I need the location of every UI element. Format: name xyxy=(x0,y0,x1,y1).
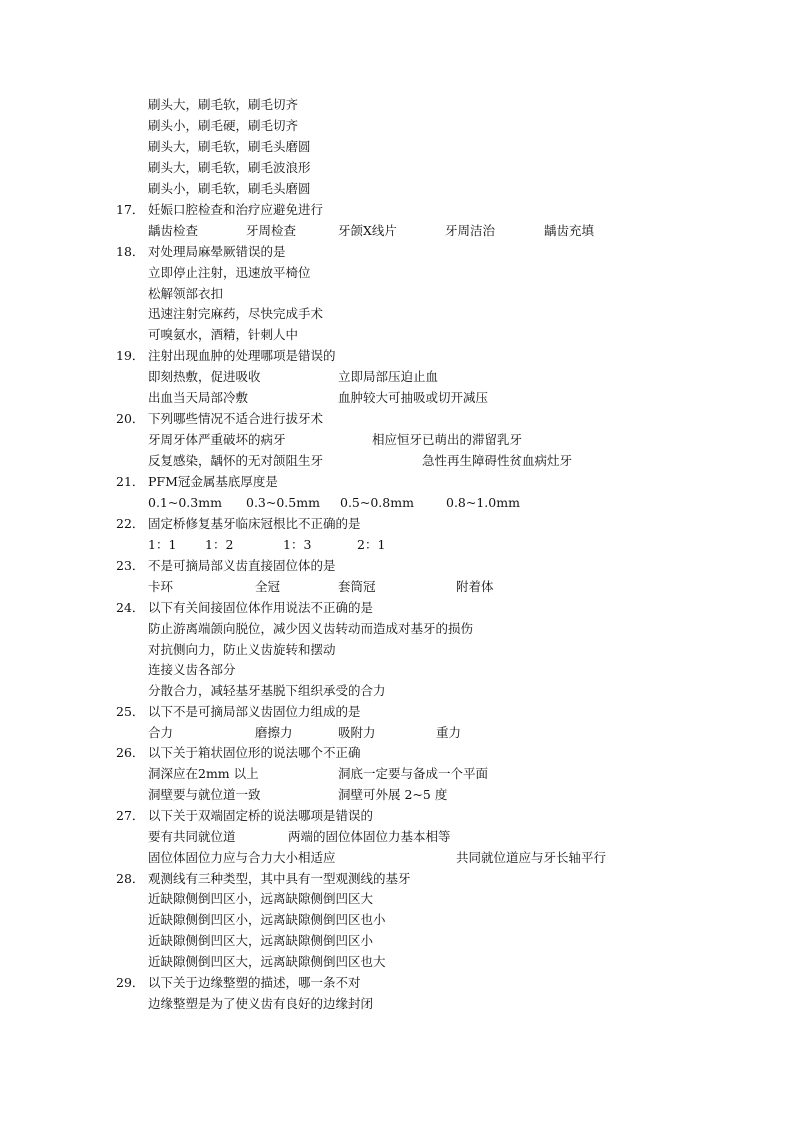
question-text: 对处理局麻晕厥错误的是 xyxy=(148,244,286,259)
question-19 xyxy=(116,346,336,366)
q25-option-4: 重力 xyxy=(436,725,462,740)
q22-option-4: 2：1 xyxy=(357,537,386,552)
question-18 xyxy=(116,242,286,262)
question-number: 24． xyxy=(116,600,145,615)
q24-option-2: 对抗侧向力，防止义齿旋转和摆动 xyxy=(148,642,336,657)
q27-option-3: 固位体固位力应与合力大小相适应 xyxy=(148,850,336,865)
question-17 xyxy=(116,200,323,220)
q22-option-2: 1：2 xyxy=(205,537,234,552)
question-number: 18． xyxy=(116,244,145,259)
q27-option-4: 共同就位道应与牙长轴平行 xyxy=(456,850,607,865)
q28-option-1: 近缺隙侧倒凹区小，远离缺隙侧倒凹区大 xyxy=(148,891,374,906)
q21-option-3: 0.5~0.8mm xyxy=(340,495,414,510)
question-number: 17． xyxy=(116,202,145,217)
q16-option-5: 刷头小，刷毛软，刷毛头磨圆 xyxy=(148,181,311,196)
q28-option-4: 近缺隙侧倒凹区大，远离缺隙侧倒凹区也大 xyxy=(148,954,386,969)
q22-option-3: 1：3 xyxy=(283,537,312,552)
q23-option-4: 附着体 xyxy=(456,579,494,594)
question-24 xyxy=(116,598,373,618)
q20-option-2: 相应恒牙已萌出的滞留乳牙 xyxy=(372,432,523,447)
q22-option-1: 1：1 xyxy=(148,537,177,552)
question-text: 不是可摘局部义齿直接固位体的是 xyxy=(148,558,336,573)
q20-option-1: 牙周牙体严重破坏的病牙 xyxy=(148,432,286,447)
q25-option-1: 合力 xyxy=(148,725,174,740)
q17-option-3: 牙颌X线片 xyxy=(338,223,397,238)
question-25 xyxy=(116,702,361,722)
question-text: 以下关于边缘整塑的描述，哪一条不对 xyxy=(148,975,361,990)
q18-option-3: 迅速注射完麻药，尽快完成手术 xyxy=(148,306,324,321)
q28-option-2: 近缺隙侧倒凹区小，远离缺隙侧倒凹区也小 xyxy=(148,912,386,927)
q26-option-3: 洞壁要与就位道一致 xyxy=(148,787,261,802)
q24-option-3: 连接义齿各部分 xyxy=(148,662,236,677)
question-number: 21． xyxy=(116,474,145,489)
question-text: 下列哪些情况不适合进行拔牙术 xyxy=(148,411,324,426)
question-number: 25． xyxy=(116,704,145,719)
q21-option-2: 0.3~0.5mm xyxy=(246,495,320,510)
question-text: 以下有关间接固位体作用说法不正确的是 xyxy=(148,600,374,615)
q20-option-4: 急性再生障碍性贫血病灶牙 xyxy=(422,453,573,468)
q26-option-2: 洞底一定要与备成一个平面 xyxy=(338,766,489,781)
q27-option-1: 要有共同就位道 xyxy=(148,829,236,844)
question-number: 23． xyxy=(116,558,145,573)
question-number: 26． xyxy=(116,745,145,760)
question-number: 19． xyxy=(116,348,145,363)
question-number: 28． xyxy=(116,871,145,886)
q17-option-2: 牙周检查 xyxy=(246,223,297,238)
q17-option-4: 牙周洁治 xyxy=(445,223,496,238)
q16-option-3: 刷头大，刷毛软，刷毛头磨圆 xyxy=(148,139,311,154)
q20-option-3: 反复感染，龋怀的无对颌阻生牙 xyxy=(148,453,324,468)
question-27 xyxy=(116,806,373,826)
q21-option-4: 0.8~1.0mm xyxy=(446,495,520,510)
question-text: 以下关于双端固定桥的说法哪项是错误的 xyxy=(148,808,374,823)
q25-option-2: 磨擦力 xyxy=(255,725,293,740)
q17-option-5: 龋齿充填 xyxy=(544,223,595,238)
q18-option-2: 松解领部衣扣 xyxy=(148,286,224,301)
question-number: 22． xyxy=(116,516,145,531)
q26-option-4: 洞壁可外展 2~5 度 xyxy=(338,787,448,802)
question-28 xyxy=(116,869,411,889)
question-text: 以下关于箱状固位形的说法哪个不正确 xyxy=(148,745,361,760)
question-text: 观测线有三种类型，其中具有一型观测线的基牙 xyxy=(148,871,411,886)
q16-option-4: 刷头大，刷毛软，刷毛波浪形 xyxy=(148,160,311,175)
q25-option-3: 吸附力 xyxy=(338,725,376,740)
question-text: 注射出现血肿的处理哪项是错误的 xyxy=(148,348,336,363)
q23-option-1: 卡环 xyxy=(148,579,174,594)
question-23 xyxy=(116,556,336,576)
q23-option-2: 全冠 xyxy=(255,579,281,594)
q24-option-1: 防止游离端颌向脱位，减少因义齿转动而造成对基牙的损伤 xyxy=(148,621,474,636)
q23-option-3: 套筒冠 xyxy=(338,579,376,594)
q29-option-1: 边缘整塑是为了使义齿有良好的边缘封闭 xyxy=(148,996,374,1011)
q17-option-1: 龋齿检查 xyxy=(148,223,199,238)
question-text: 妊娠口腔检查和治疗应避免进行 xyxy=(148,202,324,217)
question-text: 以下不是可摘局部义齿固位力组成的是 xyxy=(148,704,361,719)
question-text: 固定桥修复基牙临床冠根比不正确的是 xyxy=(148,516,361,531)
question-29 xyxy=(116,973,361,993)
question-number: 20． xyxy=(116,411,145,426)
q18-option-1: 立即停止注射，迅速放平椅位 xyxy=(148,265,311,280)
question-text: PFM冠金属基底厚度是 xyxy=(148,474,278,489)
q27-option-2: 两端的固位体固位力基本相等 xyxy=(288,829,451,844)
question-26 xyxy=(116,743,361,763)
question-20 xyxy=(116,409,323,429)
q26-option-1: 洞深应在2mm 以上 xyxy=(148,766,259,781)
q19-option-1: 即刻热敷，促进吸收 xyxy=(148,369,261,384)
question-22 xyxy=(116,514,361,534)
question-number: 29． xyxy=(116,975,145,990)
q18-option-4: 可嗅氨水，酒精，针刺人中 xyxy=(148,327,299,342)
question-number: 27． xyxy=(116,808,145,823)
q19-option-2: 立即局部压迫止血 xyxy=(338,369,439,384)
q16-option-2: 刷头小，刷毛硬，刷毛切齐 xyxy=(148,118,299,133)
q19-option-4: 血肿较大可抽吸或切开减压 xyxy=(338,390,489,405)
q21-option-1: 0.1~0.3mm xyxy=(148,495,222,510)
q19-option-3: 出血当天局部冷敷 xyxy=(148,390,249,405)
q28-option-3: 近缺隙侧倒凹区大，远离缺隙侧倒凹区小 xyxy=(148,933,374,948)
q24-option-4: 分散合力，减轻基牙基脱下组织承受的合力 xyxy=(148,683,386,698)
q16-option-1: 刷头大，刷毛软，刷毛切齐 xyxy=(148,97,299,112)
question-21 xyxy=(116,472,278,492)
